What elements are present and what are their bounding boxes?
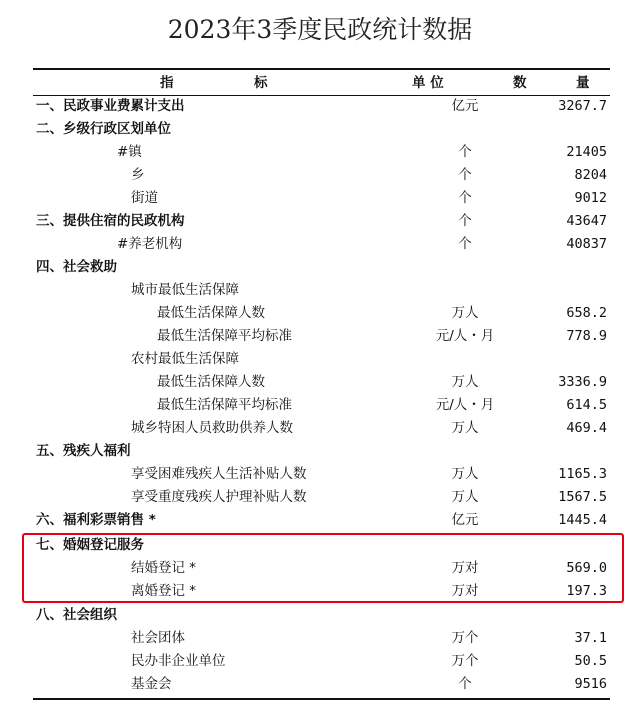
row-unit: 万个 xyxy=(451,653,479,669)
header-unit: 单 位 xyxy=(412,75,444,91)
row-unit: 个 xyxy=(458,167,472,183)
row-unit: 个 xyxy=(458,236,472,252)
table-row xyxy=(33,164,610,187)
row-name: 农村最低生活保障 xyxy=(131,351,239,367)
row-qty: 8204 xyxy=(574,167,607,183)
table-row xyxy=(33,371,610,394)
row-unit: 亿元 xyxy=(451,98,479,114)
row-name: 享受重度残疾人护理补贴人数 xyxy=(131,489,307,505)
row-qty: 40837 xyxy=(566,236,607,252)
row-qty: 778.9 xyxy=(566,328,607,344)
row-unit: 万人 xyxy=(451,466,479,482)
row-name: 离婚登记 * xyxy=(131,583,197,599)
row-qty: 50.5 xyxy=(574,653,607,669)
row-qty: 37.1 xyxy=(574,630,607,646)
row-name: 民办非企业单位 xyxy=(131,653,226,669)
row-qty: 3267.7 xyxy=(558,98,607,114)
table-top-rule xyxy=(33,68,610,70)
table-row xyxy=(33,233,610,256)
table-row xyxy=(33,348,610,371)
table-row xyxy=(33,463,610,486)
row-qty: 1165.3 xyxy=(558,466,607,482)
row-unit: 万个 xyxy=(451,630,479,646)
page-title: 2023年3季度民政统计数据 xyxy=(167,15,473,44)
row-unit: 个 xyxy=(458,190,472,206)
row-unit: 万人 xyxy=(451,374,479,390)
row-unit: 万人 xyxy=(451,420,479,436)
row-name: 最低生活保障平均标准 xyxy=(157,397,292,413)
table-row xyxy=(33,279,610,302)
row-qty: 197.3 xyxy=(566,583,607,599)
row-unit: 元/人・月 xyxy=(435,328,495,344)
table-row xyxy=(33,95,610,118)
table-row xyxy=(33,509,610,532)
row-name: 享受困难残疾人生活补贴人数 xyxy=(131,466,307,482)
table-row xyxy=(33,486,610,509)
row-qty: 9516 xyxy=(574,676,607,692)
row-name: 五、残疾人福利 xyxy=(36,443,131,459)
row-qty: 3336.9 xyxy=(558,374,607,390)
table-row xyxy=(33,210,610,233)
row-unit: 个 xyxy=(458,676,472,692)
table-row xyxy=(33,141,610,164)
header-indicator-b: 标 xyxy=(254,75,268,91)
row-qty: 1445.4 xyxy=(558,512,607,528)
row-name: 结婚登记 * xyxy=(131,560,197,576)
row-unit: 元/人・月 xyxy=(435,397,495,413)
marriage-highlight-box xyxy=(22,533,624,603)
row-unit: 个 xyxy=(458,144,472,160)
row-name: 六、福利彩票销售 * xyxy=(36,512,156,528)
row-qty: 21405 xyxy=(566,144,607,160)
row-unit: 亿元 xyxy=(451,512,479,528)
row-qty: 569.0 xyxy=(566,560,607,576)
row-name: 城乡特困人员救助供养人数 xyxy=(131,420,293,436)
row-qty: 658.2 xyxy=(566,305,607,321)
row-name: 乡 xyxy=(131,167,145,183)
row-unit: 万对 xyxy=(451,560,479,576)
table-row xyxy=(33,302,610,325)
row-unit: 个 xyxy=(458,213,472,229)
row-qty: 614.5 xyxy=(566,397,607,413)
table-row xyxy=(33,604,610,627)
row-unit: 万人 xyxy=(451,489,479,505)
table-row xyxy=(33,325,610,348)
table-row xyxy=(33,394,610,417)
header-indicator-a: 指 xyxy=(160,75,174,91)
row-name: 城市最低生活保障 xyxy=(131,282,239,298)
row-name: 八、社会组织 xyxy=(36,607,117,623)
table-bottom-rule xyxy=(33,698,610,700)
row-name: 四、社会救助 xyxy=(36,259,117,275)
row-qty: 469.4 xyxy=(566,420,607,436)
row-name: 最低生活保障人数 xyxy=(157,374,265,390)
header-qty-b: 量 xyxy=(576,75,590,91)
row-unit: 万人 xyxy=(451,305,479,321)
header-qty-a: 数 xyxy=(513,75,527,91)
row-qty: 43647 xyxy=(566,213,607,229)
row-name: 七、婚姻登记服务 xyxy=(36,537,144,553)
table-row xyxy=(33,440,610,463)
table-row xyxy=(33,417,610,440)
row-name: 一、民政事业费累计支出 xyxy=(36,98,185,114)
table-row xyxy=(33,627,610,650)
row-name: 最低生活保障人数 xyxy=(157,305,265,321)
row-qty: 9012 xyxy=(574,190,607,206)
row-name: #镇 xyxy=(117,144,142,160)
row-name: 三、提供住宿的民政机构 xyxy=(36,213,185,229)
table-row xyxy=(33,673,610,696)
table-row xyxy=(33,650,610,673)
table-row xyxy=(33,256,610,279)
row-name: 街道 xyxy=(131,190,158,206)
table-row xyxy=(33,118,610,141)
row-name: 社会团体 xyxy=(131,630,185,646)
table-row xyxy=(33,187,610,210)
row-qty: 1567.5 xyxy=(558,489,607,505)
row-unit: 万对 xyxy=(451,583,479,599)
row-name: #养老机构 xyxy=(117,236,183,252)
row-name: 基金会 xyxy=(131,676,172,692)
row-name: 最低生活保障平均标准 xyxy=(157,328,292,344)
row-name: 二、乡级行政区划单位 xyxy=(36,121,171,137)
